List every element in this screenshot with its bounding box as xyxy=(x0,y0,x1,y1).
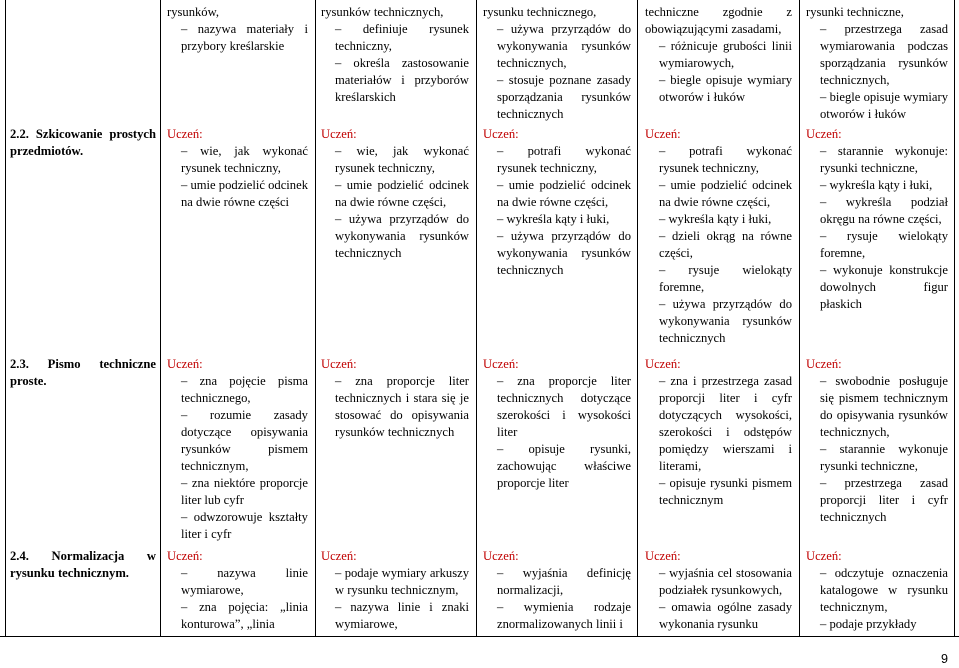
col4-item-a2: – umie podzielić odcinek na dwie równe części, xyxy=(659,178,792,209)
col2-item-b1: – zna proporcje liter technicznych i stara się je stosować do opisywania rysunków technicznych xyxy=(335,374,469,439)
col2-block-2-3 xyxy=(321,356,469,441)
col2-top-text2: określa zastosowanie materiałów i przyborów kreślarskich xyxy=(335,56,469,104)
col4-item-a4: – dzieli okrąg na równe części, xyxy=(659,229,792,260)
col1-item-b2: – rozumie zasady dotyczące opisywania rysunków pismem technicznym, xyxy=(181,408,308,473)
col3-top-line0: rysunku technicznego, xyxy=(483,5,597,19)
col4-item-b2: – opisuje rysunki pismem technicznym xyxy=(659,476,792,507)
col1-item-c1-text: nazywa linie wymiarowe, xyxy=(181,566,308,597)
col3-block-2-4 xyxy=(483,548,631,633)
col5-item-c2-text: podaje przykłady xyxy=(829,617,917,631)
col4-block-2-4 xyxy=(645,548,792,633)
col1-block-2-2 xyxy=(167,126,308,211)
col3-item-a1-text: potrafi wykonać rysunek techniczny, xyxy=(497,144,631,175)
col3-block-2-3 xyxy=(483,356,631,492)
col5-uczen-label-1: Uczeń: xyxy=(806,127,842,141)
col2-item-a2: – umie podzielić odcinek na dwie równe części, xyxy=(335,178,469,209)
col1-item-c1: – nazywa linie wymiarowe, xyxy=(181,566,308,597)
col5-item-a2-text: wykreśla kąty i łuki, xyxy=(829,178,933,192)
col4-item-a6-text: używa przyrządów do wykonywania rysunków technicznych xyxy=(659,297,792,345)
col5-item-a4: – rysuje wielokąty foremne, xyxy=(820,229,948,260)
col4-top-line2: – biegle opisuje wymiary otworów i łuków xyxy=(659,73,793,104)
col5-item-a2: – wykreśla kąty i łuki, xyxy=(820,178,933,192)
col5-item-a1: – starannie wykonuje: rysunki techniczne, xyxy=(820,144,948,175)
table-border-right xyxy=(954,0,955,636)
page-number: 9 xyxy=(941,652,949,666)
col4-block-2-3 xyxy=(645,356,792,509)
col5-item-c1-text: odczytuje oznaczenia katalogowe w rysunku technicznym, xyxy=(820,566,948,614)
col3-top-line2: – stosuje poznane zasady sporządzania rysunków technicznych xyxy=(497,73,631,121)
col2-item-b1-text: zna proporcje liter technicznych i stara się je stosować do opisywania rysunków technicznych xyxy=(335,374,469,439)
table-divider-3 xyxy=(476,0,477,636)
col4-top-line0: techniczne zgodnie z obowiązującymi zasadami, xyxy=(645,5,792,36)
col5-item-b3-text: przestrzega zasad proporcji liter i cyfr technicznych xyxy=(820,476,948,524)
col1-top-block xyxy=(167,4,308,55)
col5-item-a3-text: wykreśla podział okręgu na równe części, xyxy=(820,195,948,226)
col2-uczen-label-3: Uczeń: xyxy=(321,549,357,563)
col2-top-block xyxy=(321,4,469,106)
col1-item-a2: – umie podzielić odcinek na dwie równe części xyxy=(181,178,308,209)
col3-item-a2: – umie podzielić odcinek na dwie równe części, xyxy=(497,178,631,209)
col4-item-a3: – wykreśla kąty i łuki, xyxy=(659,212,772,226)
col5-item-c2: – podaje przykłady xyxy=(820,617,917,631)
col2-item-c1: – podaje wymiary arkuszy w rysunku technicznym, xyxy=(335,566,469,597)
col3-item-a3-text: wykreśla kąty i łuki, xyxy=(506,212,610,226)
col1-block-2-3 xyxy=(167,356,308,543)
col2-top-line0: rysunków technicznych, xyxy=(321,5,444,19)
col1-item-c2-text: zna pojęcia: „linia konturowa”, „linia xyxy=(181,600,308,631)
col2-block-2-4 xyxy=(321,548,469,633)
col1-item-c2: – zna pojęcia: „linia konturowa”, „linia xyxy=(181,600,308,631)
col2-item-a1-text: wie, jak wykonać rysunek techniczny, xyxy=(335,144,469,175)
col5-top-block xyxy=(806,4,948,123)
col4-item-a3-text: wykreśla kąty i łuki, xyxy=(668,212,772,226)
col2-top-line1: – definiuje rysunek techniczny, xyxy=(335,22,469,53)
col1-item-a1: – wie, jak wykonać rysunek techniczny, xyxy=(181,144,308,175)
col3-uczen-label-1: Uczeń: xyxy=(483,127,519,141)
col5-block-2-2 xyxy=(806,126,948,313)
col2-item-c2-text: nazywa linie i znaki wymiarowe, xyxy=(335,600,469,631)
col2-item-a2-text: umie podzielić odcinek na dwie równe części, xyxy=(335,178,469,209)
col1-item-b4: – odwzorowuje kształty liter i cyfr xyxy=(181,510,308,541)
col1-item-b2-text: rozumie zasady dotyczące opisywania rysunków pismem technicznym, xyxy=(181,408,308,473)
col3-block-2-2 xyxy=(483,126,631,279)
col5-item-b1: – swobodnie posługuje się pismem technicznym do opisywania rysunków technicznych, xyxy=(820,374,948,439)
col4-top-text2: biegle opisuje wymiary otworów i łuków xyxy=(659,73,793,104)
col3-item-a4-text: używa przyrządów do wykonywania rysunków technicznych xyxy=(497,229,631,277)
col1-item-b1: – zna pojęcie pisma technicznego, xyxy=(181,374,308,405)
col1-uczen-label-3: Uczeń: xyxy=(167,549,203,563)
col4-item-b1-text: zna i przestrzega zasad proporcji liter i cyfr dotyczących wysokości, szerokości i odstępów pomiędzy wierszami i literami, xyxy=(659,374,792,473)
col2-item-a3: – używa przyrządów do wykonywania rysunków technicznych xyxy=(335,212,469,260)
col4-top-text1: różnicuje grubości linii wymiarowych, xyxy=(659,39,793,70)
col3-item-b2: – opisuje rysunki, zachowując właściwe proporcje liter xyxy=(497,442,631,490)
col4-uczen-label-3: Uczeń: xyxy=(645,549,681,563)
table-divider-4 xyxy=(637,0,638,636)
col4-item-a1-text: potrafi wykonać rysunek techniczny, xyxy=(659,144,792,175)
col5-item-b2-text: starannie wykonuje rysunki techniczne, xyxy=(820,442,948,473)
col4-item-a4-text: dzieli okrąg na równe części, xyxy=(659,229,792,260)
col3-item-b1: – zna proporcje liter technicznych dotyczące szerokości i wysokości liter xyxy=(497,374,631,439)
col2-block-2-2 xyxy=(321,126,469,262)
col4-item-a5: – rysuje wielokąty foremne, xyxy=(659,263,792,294)
col4-item-c1-text: wyjaśnia cel stosowania podziałek rysunkowych, xyxy=(659,566,792,597)
col4-item-a6: – używa przyrządów do wykonywania rysunków technicznych xyxy=(659,297,792,345)
col3-top-text2: stosuje poznane zasady sporządzania rysunków technicznych xyxy=(497,73,631,121)
col5-top-text1: przestrzega zasad wymiarowania podczas sporządzania rysunków technicznych, xyxy=(820,22,948,87)
col2-uczen-label-2: Uczeń: xyxy=(321,357,357,371)
col5-item-a5-text: wykonuje konstrukcje dowolnych figur płaskich xyxy=(820,263,948,311)
col1-item-b4-text: odwzorowuje kształty liter i cyfr xyxy=(181,510,308,541)
col2-top-line2: – określa zastosowanie materiałów i przyborów kreślarskich xyxy=(335,56,469,104)
col5-item-a5: – wykonuje konstrukcje dowolnych figur płaskich xyxy=(820,263,948,311)
col3-top-line1: – używa przyrządów do wykonywania rysunków technicznych, xyxy=(497,22,631,70)
table-divider-1 xyxy=(160,0,161,636)
col1-uczen-label-1: Uczeń: xyxy=(167,127,203,141)
col3-item-b1-text: zna proporcje liter technicznych dotyczące szerokości i wysokości liter xyxy=(497,374,631,439)
col4-block-2-2 xyxy=(645,126,792,347)
col4-item-c2-text: omawia ogólne zasady wykonania rysunku xyxy=(659,600,793,631)
col3-item-a2-text: umie podzielić odcinek na dwie równe części, xyxy=(497,178,631,209)
col5-uczen-label-2: Uczeń: xyxy=(806,357,842,371)
col5-block-2-4 xyxy=(806,548,948,633)
col5-top-text2: biegle opisuje wymiary otworów i łuków xyxy=(820,90,948,121)
col2-item-c2: – nazywa linie i znaki wymiarowe, xyxy=(335,600,469,631)
col5-top-line2: – biegle opisuje wymiary otworów i łuków xyxy=(820,90,948,121)
col5-block-2-3 xyxy=(806,356,948,526)
table-divider-2 xyxy=(315,0,316,636)
col5-item-b1-text: swobodnie posługuje się pismem technicznym do opisywania rysunków technicznych, xyxy=(820,374,948,439)
col1-item-a1-text: wie, jak wykonać rysunek techniczny, xyxy=(181,144,308,175)
section-2-2-title: 2.2. Szkicowanie prostych przedmiotów. xyxy=(10,127,156,158)
table-divider-5 xyxy=(799,0,800,636)
col1-item-a2-text: umie podzielić odcinek na dwie równe części xyxy=(181,178,308,209)
col3-top-text1: używa przyrządów do wykonywania rysunków technicznych, xyxy=(497,22,631,70)
col3-item-a1: – potrafi wykonać rysunek techniczny, xyxy=(497,144,631,175)
col4-item-c2: – omawia ogólne zasady wykonania rysunku xyxy=(659,600,793,631)
col4-uczen-label-2: Uczeń: xyxy=(645,357,681,371)
col4-uczen-label-1: Uczeń: xyxy=(645,127,681,141)
col3-item-c2: – wymienia rodzaje znormalizowanych linii i xyxy=(497,600,631,631)
col1-item-b1-text: zna pojęcie pisma technicznego, xyxy=(181,374,308,405)
col5-top-line1: – przestrzega zasad wymiarowania podczas sporządzania rysunków technicznych, xyxy=(820,22,948,87)
col5-item-a3: – wykreśla podział okręgu na równe części, xyxy=(820,195,948,226)
col3-item-c1-text: wyjaśnia definicję normalizacji, xyxy=(497,566,631,597)
col3-item-c1: – wyjaśnia definicję normalizacji, xyxy=(497,566,631,597)
col3-item-c2-text: wymienia rodzaje znormalizowanych linii i xyxy=(497,600,631,631)
col5-item-b2: – starannie wykonuje rysunki techniczne, xyxy=(820,442,948,473)
col4-item-c1: – wyjaśnia cel stosowania podziałek rysunkowych, xyxy=(659,566,792,597)
col3-top-block xyxy=(483,4,631,123)
col2-item-c1-text: podaje wymiary arkuszy w rysunku technicznym, xyxy=(335,566,469,597)
col1-uczen-label-2: Uczeń: xyxy=(167,357,203,371)
col5-item-c1: – odczytuje oznaczenia katalogowe w rysunku technicznym, xyxy=(820,566,948,614)
col4-top-line1: – różnicuje grubości linii wymiarowych, xyxy=(659,39,793,70)
col5-top-line0: rysunki techniczne, xyxy=(806,5,904,19)
col2-item-a1: – wie, jak wykonać rysunek techniczny, xyxy=(335,144,469,175)
col1-block-2-4 xyxy=(167,548,308,633)
col4-item-a5-text: rysuje wielokąty foremne, xyxy=(659,263,792,294)
col1-top-line1: rysunków, xyxy=(167,5,220,19)
col3-uczen-label-2: Uczeń: xyxy=(483,357,519,371)
col4-item-b2-text: opisuje rysunki pismem technicznym xyxy=(659,476,792,507)
col1-top-text2: nazywa materiały i przybory kreślarskie xyxy=(181,22,308,53)
col5-item-b3: – przestrzega zasad proporcji liter i cyfr technicznych xyxy=(820,476,948,524)
col1-item-b3: – zna niektóre proporcje liter lub cyfr xyxy=(181,476,308,507)
col5-uczen-label-3: Uczeń: xyxy=(806,549,842,563)
table-border-bottom xyxy=(0,636,959,637)
col5-item-a4-text: rysuje wielokąty foremne, xyxy=(820,229,948,260)
col5-item-a1-text: starannie wykonuje: rysunki techniczne, xyxy=(820,144,948,175)
col3-item-a4: – używa przyrządów do wykonywania rysunków technicznych xyxy=(497,229,631,277)
col3-item-a3: – wykreśla kąty i łuki, xyxy=(497,212,610,226)
col4-item-a2-text: umie podzielić odcinek na dwie równe części, xyxy=(659,178,792,209)
table-border-left xyxy=(5,0,6,636)
col4-item-b1: – zna i przestrzega zasad proporcji liter i cyfr dotyczących wysokości, szerokości i odstępów pomiędzy wierszami i literami, xyxy=(659,374,792,473)
col2-uczen-label-1: Uczeń: xyxy=(321,127,357,141)
col4-item-a1: – potrafi wykonać rysunek techniczny, xyxy=(659,144,792,175)
col3-uczen-label-3: Uczeń: xyxy=(483,549,519,563)
section-2-3-title: 2.3. Pismo techniczne proste. xyxy=(10,357,156,388)
section-2-4-title: 2.4. Normalizacja w rysunku technicznym. xyxy=(10,549,156,580)
col1-item-b3-text: zna niektóre proporcje liter lub cyfr xyxy=(181,476,308,507)
col4-top-block xyxy=(645,4,792,106)
col3-item-b2-text: opisuje rysunki, zachowując właściwe proporcje liter xyxy=(497,442,631,490)
col2-top-text1: definiuje rysunek techniczny, xyxy=(335,22,469,53)
col2-item-a3-text: używa przyrządów do wykonywania rysunków technicznych xyxy=(335,212,469,260)
col1-top-line2: – nazywa materiały i przybory kreślarskie xyxy=(181,22,308,53)
